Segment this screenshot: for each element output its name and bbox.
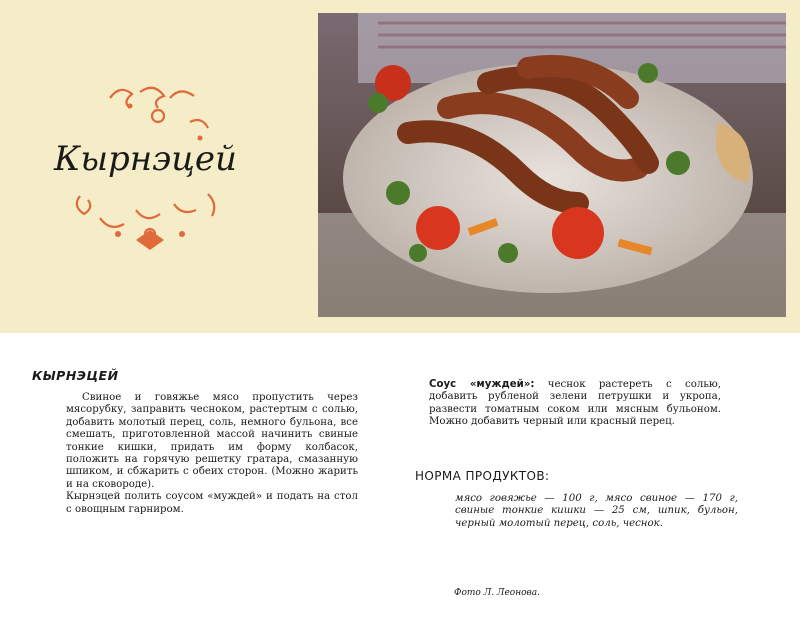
sauce-text: чеснок растереть с солью, добавить рубленой зелени петрушки и укропа, развести томатным соком или мясным бульоном. Можно добавить черный или красный перец. xyxy=(429,379,721,428)
recipe-instructions xyxy=(66,392,358,516)
sauce-label: Соус «муждей»: xyxy=(429,379,535,390)
norms-heading: НОРМА ПРОДУКТОВ: xyxy=(415,469,550,483)
decorative-title-text: Кырнэцей xyxy=(54,139,237,179)
sauce-section xyxy=(429,379,721,429)
recipe-heading: КЫРНЭЦЕЙ xyxy=(32,368,119,383)
norms-text: мясо говяжье — 100 г, мясо свиное — 170 г, свиные тонкие кишки — 25 см, шпик, бульон, черный молотый перец, соль, чеснок. xyxy=(455,493,738,529)
food-photo xyxy=(318,13,786,317)
recipe-paragraph-1: Свиное и говяжье мясо пропустить через мясорубку, заправить чесноком, растертым с солью, добавить молотый перец, соль, немного бульона, все смешать, приготовленной массой начинить свиные тонкие кишки, придать им форму колбасок, положить на горячую решетку гратара, смазанную шпиком, и сбжарить с обеих сторон. (Можно жарить и на сковороде). xyxy=(66,392,358,490)
decorative-title-ornament xyxy=(40,78,260,258)
recipe-paragraph-2: Кырнэцей полить соусом «муждей» и подать на стол с овощным гарниром. xyxy=(66,491,358,515)
photo-credit: Фото Л. Леонова. xyxy=(454,588,541,598)
